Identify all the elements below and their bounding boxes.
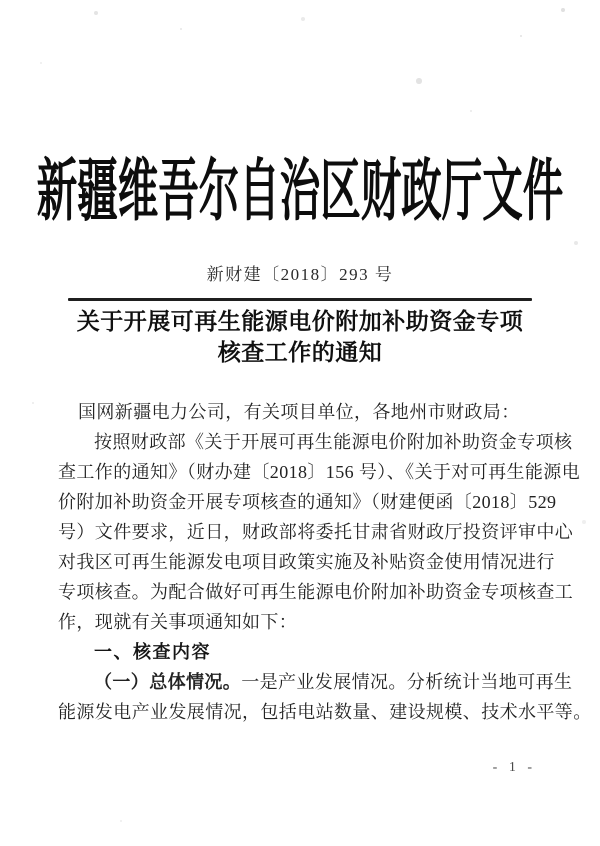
page-number: - 1 - [492, 760, 536, 775]
document-title-line2: 核查工作的通知 [217, 340, 383, 365]
text-line: 作，现就有关事项通知如下： [58, 612, 298, 632]
subsection-line [58, 667, 573, 697]
text-line: 查工作的通知》（财办建〔2018〕156 号）、《关于对可再生能源电 [58, 462, 581, 482]
scan-noise [0, 0, 2, 2]
document-title-line1: 关于开展可再生能源电价附加补助资金专项 [76, 309, 524, 334]
text-line: 价附加补助资金开展专项核查的通知》（财建便函〔2018〕529 [58, 492, 557, 512]
text-line: 专项核查。为配合做好可再生能源电价附加补助资金专项核查工 [58, 582, 574, 602]
subsection-line2: 能源发电产业发展情况，包括电站数量、建设规模、技术水平等。 [58, 702, 592, 722]
text-line: 号）文件要求，近日，财政部将委托甘肃省财政厅投资评审中心 [58, 522, 574, 542]
document-title [0, 306, 600, 368]
document-body [58, 397, 592, 727]
letterhead-divider [68, 298, 532, 301]
document-number: 新财建〔2018〕293 号 [206, 265, 394, 284]
subsection-text: 一是产业发展情况。分析统计当地可再生 [241, 672, 573, 692]
letterhead-title: 新疆维吾尔自治区财政厅文件 [36, 154, 564, 229]
salutation: 国网新疆电力公司，有关项目单位，各地州市财政局： [78, 402, 520, 422]
section-heading: 一、核查内容 [94, 642, 211, 662]
text-line: 对我区可再生能源发电项目政策实施及补贴资金使用情况进行 [58, 552, 555, 572]
text-line: 按照财政部《关于开展可再生能源电价附加补助资金专项核 [94, 432, 573, 452]
paragraph-1 [58, 427, 581, 637]
subsection-title: （一）总体情况。 [94, 672, 242, 692]
